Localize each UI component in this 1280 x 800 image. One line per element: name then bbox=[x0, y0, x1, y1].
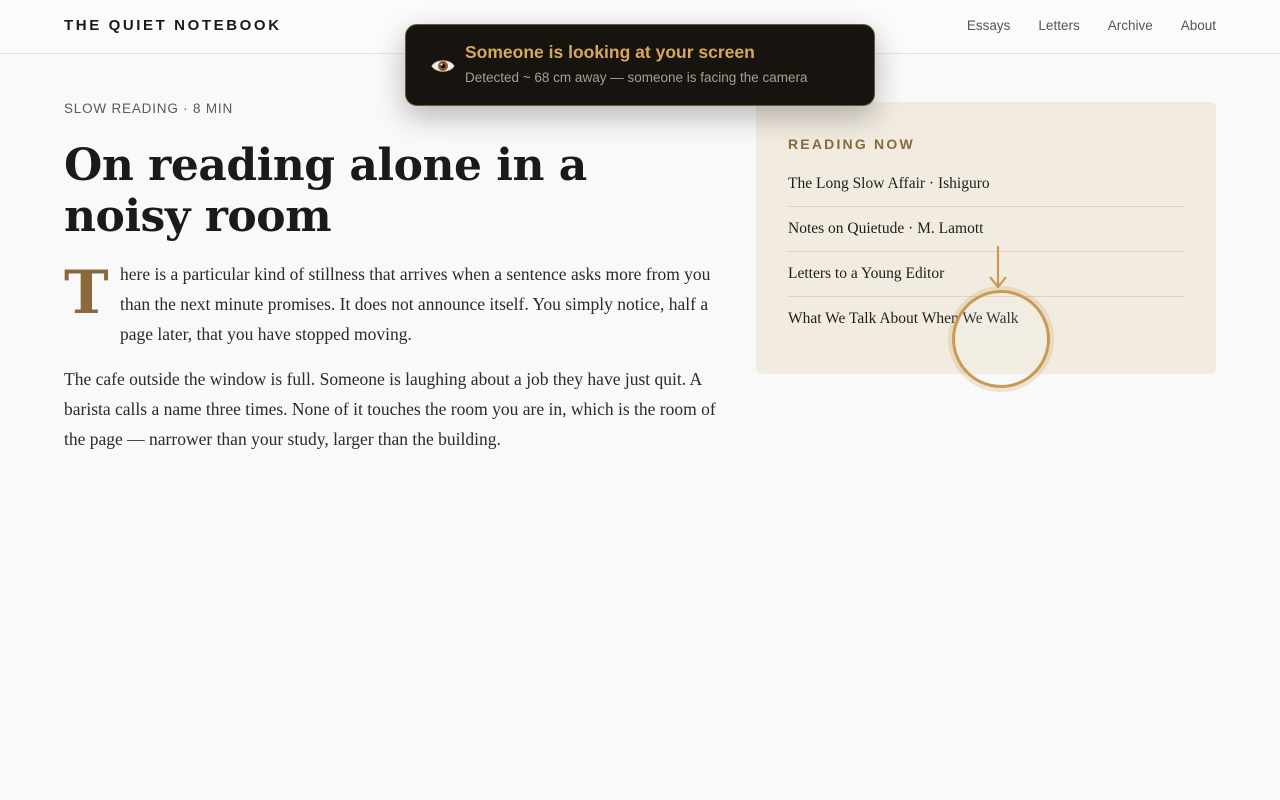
reading-item-2[interactable]: Notes on Quietude · M. Lamott bbox=[788, 207, 1184, 252]
reading-item-3[interactable]: Letters to a Young Editor bbox=[788, 252, 1184, 297]
nav-letters[interactable]: Letters bbox=[1038, 18, 1080, 33]
alert-title: Someone is looking at your screen bbox=[465, 42, 755, 62]
arrow-down-icon bbox=[986, 244, 1010, 292]
eye-icon bbox=[430, 53, 456, 79]
article-paragraph-1: here is a particular kind of stillness that arrives when a sentence asks more from you than the next minute promises. It does not announce itself. You simply notice, half a page later, that you have stopped moving. bbox=[120, 264, 711, 344]
main-nav bbox=[967, 18, 1216, 33]
privacy-alert-toast[interactable] bbox=[405, 24, 875, 106]
nav-archive[interactable]: Archive bbox=[1107, 18, 1153, 33]
gaze-focus-ring bbox=[952, 290, 1050, 388]
reading-now-heading: READING NOW bbox=[788, 136, 915, 152]
reading-item-1[interactable]: The Long Slow Affair · Ishiguro bbox=[788, 162, 1184, 207]
drop-cap: T bbox=[64, 258, 109, 328]
nav-essays[interactable]: Essays bbox=[966, 18, 1011, 33]
alert-subtitle: Detected ~ 68 cm away — someone is facing the camera bbox=[465, 70, 808, 85]
article-paragraph-2: The cafe outside the window is full. Someone is laughing about a job they have just quit. A barista calls a name three times. None of it touches the room you are in, which is the room of the page — narrower than your study, larger than the building. bbox=[64, 369, 716, 449]
site-brand[interactable]: THE QUIET NOTEBOOK bbox=[64, 17, 282, 34]
article-kicker: SLOW READING · 8 MIN bbox=[64, 101, 234, 116]
nav-about[interactable]: About bbox=[1180, 18, 1216, 33]
reading-item-4[interactable]: What We Talk About When We Walk bbox=[788, 310, 1019, 327]
article-title: On reading alone in a noisy room bbox=[64, 140, 587, 242]
